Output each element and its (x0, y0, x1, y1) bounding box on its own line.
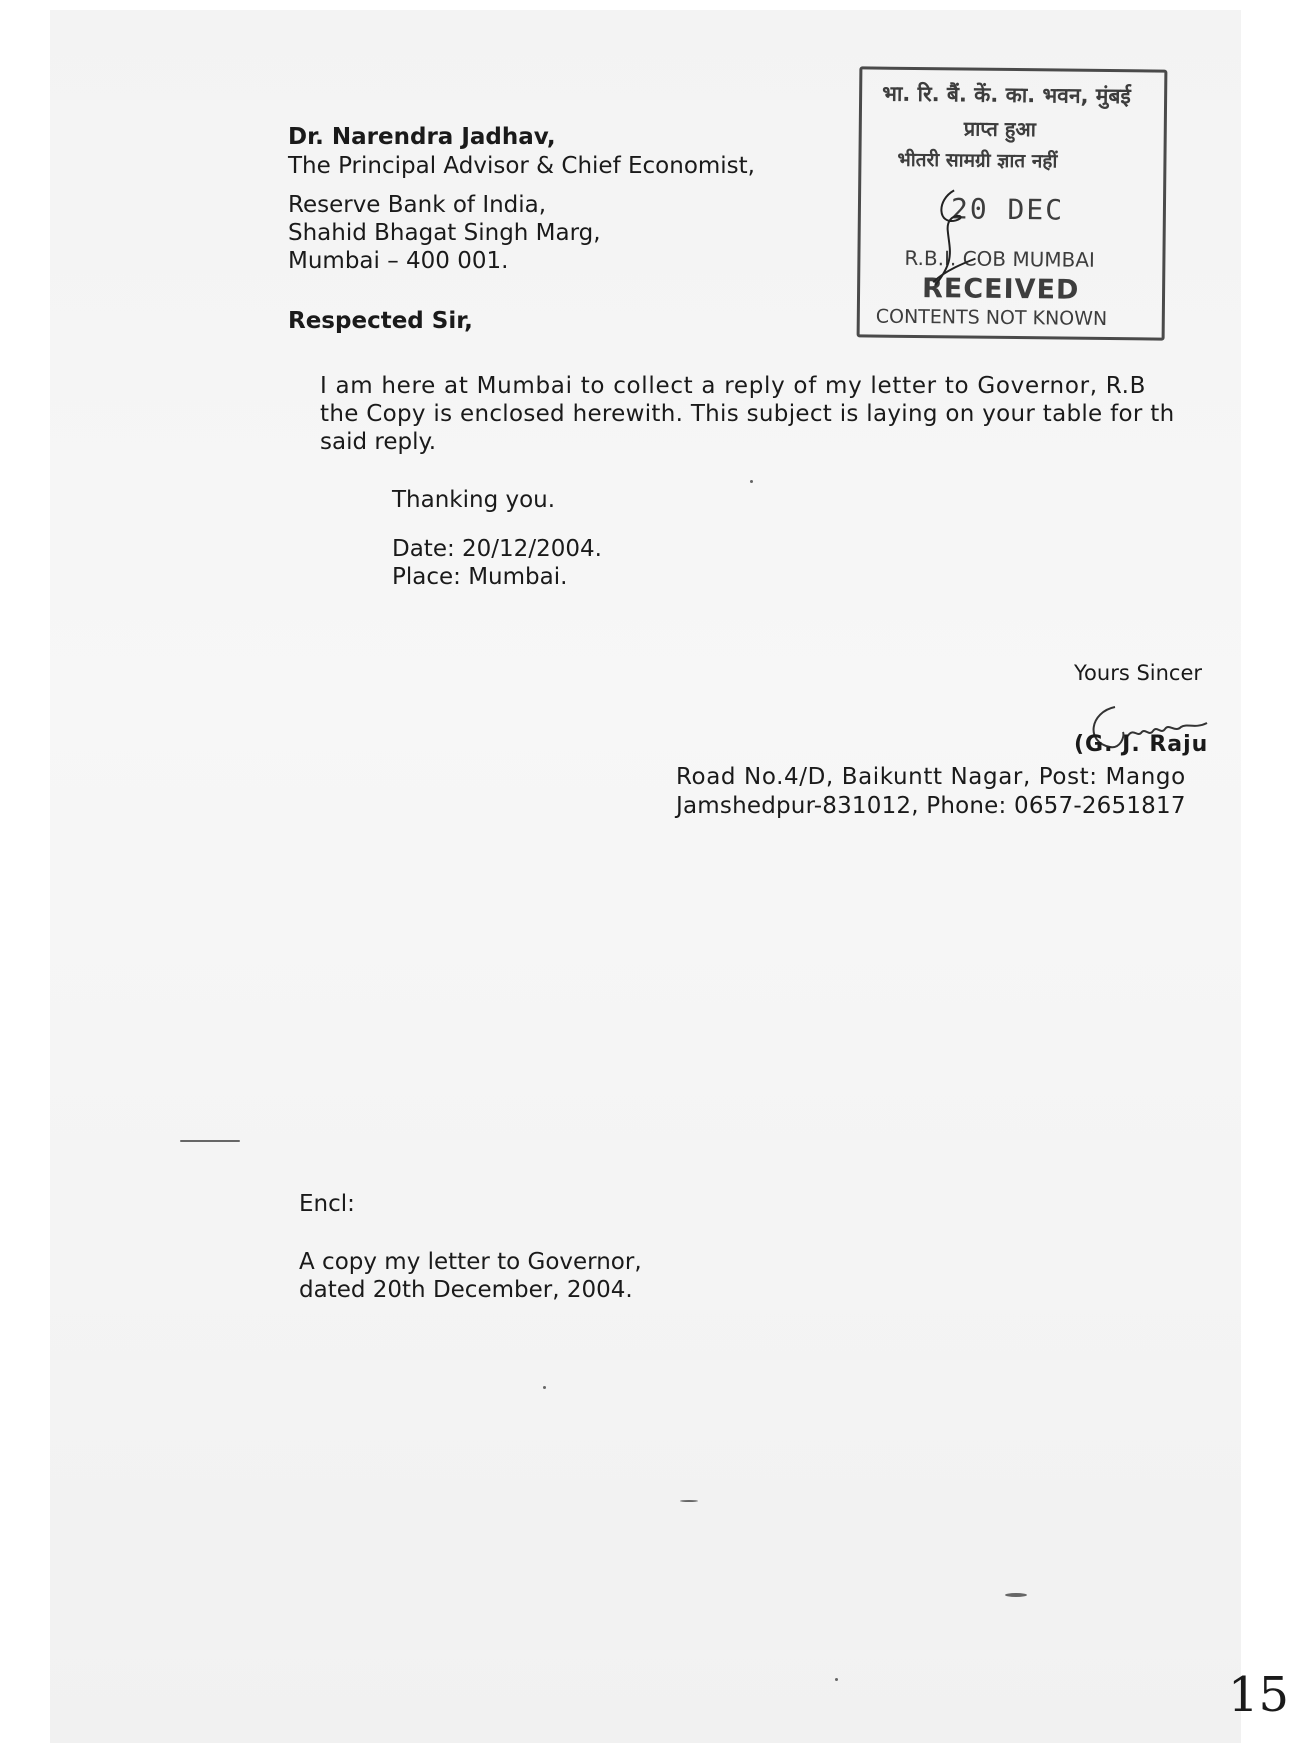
stamp-office: R.B.I. COB MUMBAI (904, 245, 1096, 272)
stamp-hindi-contents: भीतरी सामग्री ज्ञात नहीं (897, 148, 1058, 173)
enclosure-line-1: A copy my letter to Governor, (299, 1249, 642, 1275)
scan-mark (835, 1678, 838, 1681)
stamp-hindi-office: भा. रि. बैं. कें. का. भवन, मुंबई (882, 81, 1131, 109)
letter-page (50, 10, 1289, 1743)
recipient-org: Reserve Bank of India, (288, 192, 547, 218)
scan-mark (750, 480, 753, 483)
closing-line: Yours Sincer (1074, 661, 1203, 685)
enclosure-line-2: dated 20th December, 2004. (299, 1277, 633, 1303)
scan-mark (543, 1386, 546, 1389)
stamp-date: 20 DEC (950, 192, 1065, 227)
recipient-title: The Principal Advisor & Chief Economist, (288, 153, 755, 179)
sender-name: (G. J. Raju (1074, 732, 1209, 757)
sender-address-1: Road No.4/D, Baikuntt Nagar, Post: Mango (676, 764, 1186, 790)
page-number: 15 (1228, 1667, 1289, 1723)
place-line: Place: Mumbai. (392, 564, 568, 590)
enclosure-label: Encl: (299, 1191, 355, 1217)
sender-address-2: Jamshedpur-831012, Phone: 0657-2651817 (676, 793, 1186, 819)
initials-scribble-icon (915, 170, 996, 301)
recipient-street: Shahid Bhagat Singh Marg, (288, 220, 601, 246)
scan-mark (680, 1500, 698, 1502)
stamp-hindi-received: प्राप्त हुआ (963, 116, 1037, 142)
scan-mark (180, 1140, 240, 1142)
recipient-name: Dr. Narendra Jadhav, (288, 124, 556, 150)
scan-mark (1005, 1593, 1027, 1597)
stamp-contents: CONTENTS NOT KNOWN (875, 305, 1108, 331)
thanks-line: Thanking you. (392, 487, 556, 513)
recipient-city: Mumbai – 400 001. (288, 248, 509, 274)
salutation: Respected Sir, (288, 308, 473, 334)
stamp-received: RECEIVED (921, 273, 1080, 306)
body-line-2: the Copy is enclosed herewith. This subject is laying on your table for th (320, 401, 1175, 427)
body-line-1: I am here at Mumbai to collect a reply of my letter to Governor, R.B (320, 373, 1147, 399)
body-line-3: said reply. (320, 429, 437, 455)
date-line: Date: 20/12/2004. (392, 536, 602, 562)
received-stamp (857, 66, 1168, 340)
